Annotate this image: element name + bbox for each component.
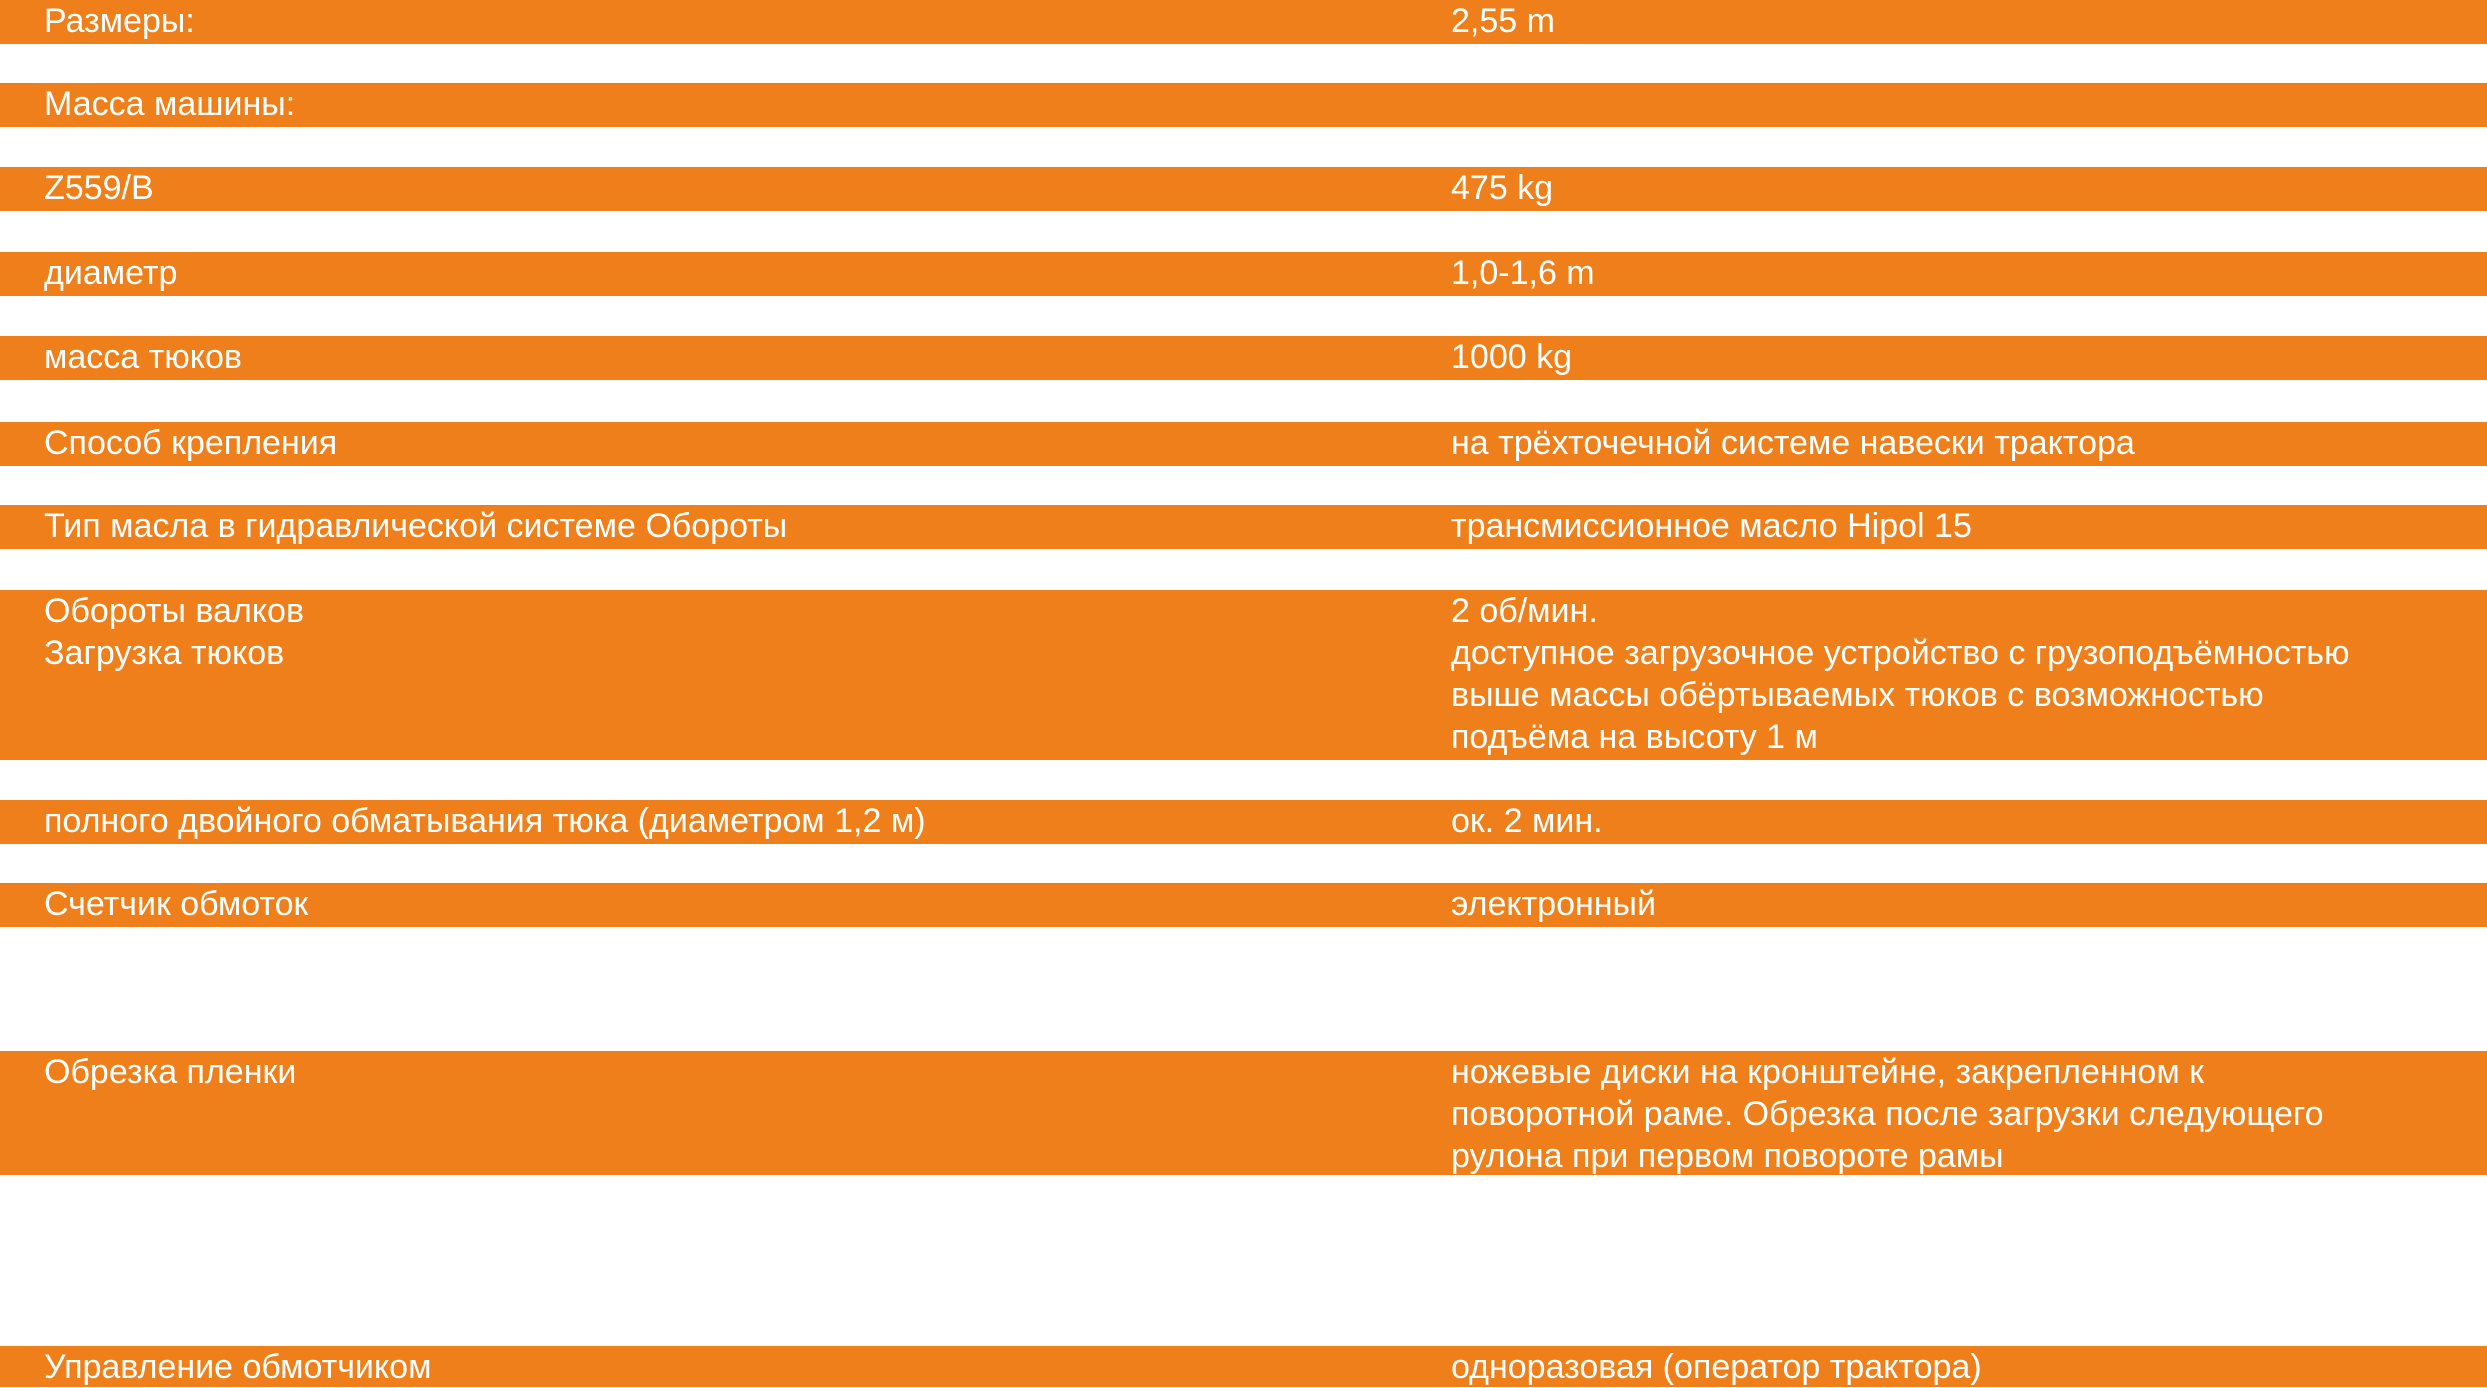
- spec-row-diameter: [0, 252, 2487, 296]
- spec-label: диаметр: [44, 254, 178, 292]
- spec-label: масса тюков: [44, 338, 242, 376]
- spec-label: Счетчик обмоток: [44, 885, 309, 923]
- spec-row-roller-speed-loading: [0, 590, 2487, 760]
- spec-row-mounting: [0, 422, 2487, 466]
- spec-value: 1,0-1,6 m: [1451, 254, 1595, 292]
- spec-row-wrapper-control: [0, 1346, 2487, 1387]
- spec-label: Тип масла в гидравлической системе Обороты: [44, 507, 788, 545]
- spec-label: Масса машины:: [44, 85, 296, 123]
- spec-row-model-z559b: [0, 167, 2487, 211]
- spec-row-machine-mass: [0, 83, 2487, 127]
- spec-value: 2 об/мин. доступное загрузочное устройство с грузоподъёмностью выше массы обёртываемых тюков с возможностью подъёма на высоту 1 м: [1451, 592, 2350, 756]
- spec-label: Способ крепления: [44, 424, 338, 462]
- spec-label: Размеры:: [44, 2, 195, 40]
- spec-value: электронный: [1451, 885, 1656, 923]
- spec-row-hydraulic-oil: [0, 505, 2487, 549]
- spec-value: на трёхточечной системе навески трактора: [1451, 424, 2135, 462]
- spec-row-dimensions: [0, 0, 2487, 44]
- spec-label: Z559/B: [44, 169, 154, 207]
- spec-value: ножевые диски на кронштейне, закрепленном к поворотной раме. Обрезка после загрузки следующего рулона при первом повороте рамы: [1451, 1053, 2324, 1175]
- spec-value: 1000 kg: [1451, 338, 1572, 376]
- spec-row-bale-mass: [0, 336, 2487, 380]
- spec-value: 475 kg: [1451, 169, 1554, 207]
- spec-row-wrap-counter: [0, 883, 2487, 927]
- spec-value: трансмиссионное масло Hipol 15: [1451, 507, 1972, 545]
- spec-value: 2,55 m: [1451, 2, 1555, 40]
- spec-value: одноразовая (оператор трактора): [1451, 1348, 1982, 1386]
- spec-label: полного двойного обматывания тюка (диаметром 1,2 м): [44, 802, 926, 840]
- spec-row-wrapping-time: [0, 800, 2487, 844]
- spec-label: Обороты валков Загрузка тюков: [44, 592, 305, 672]
- spec-row-film-cutting: [0, 1051, 2487, 1175]
- spec-label: Обрезка пленки: [44, 1053, 297, 1091]
- spec-label: Управление обмотчиком: [44, 1348, 432, 1386]
- spec-value: ок. 2 мин.: [1451, 802, 1603, 840]
